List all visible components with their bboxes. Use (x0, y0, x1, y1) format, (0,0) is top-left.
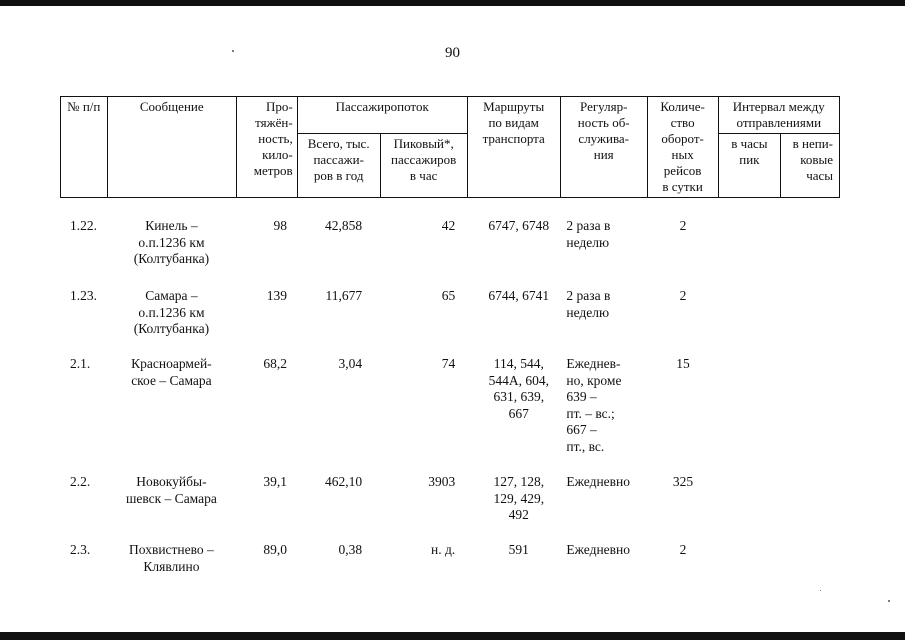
cell-length: 98 (273, 218, 288, 233)
cell-num: 2.1. (70, 356, 91, 371)
cell-flow-peak: 42 (441, 218, 456, 233)
cell-flow-peak: 65 (441, 288, 456, 303)
cell-flow-peak: 74 (441, 356, 456, 371)
cell-length: 139 (266, 288, 288, 303)
cell-interval-peak (718, 288, 781, 356)
table-body (60, 218, 840, 592)
cell-route: Новокуйбы- шевск – Самара (125, 474, 217, 506)
cell-route: Похвистнево – Клявлино (129, 542, 214, 574)
header-flow-total: Всего, тыс. пассажи- ров в год (297, 134, 380, 198)
cell-interval-offpeak (781, 288, 840, 356)
cell-count: 2 (679, 288, 687, 303)
page-number: 90 (445, 45, 460, 61)
cell-count: 325 (672, 474, 694, 489)
table-row (60, 474, 840, 542)
header-interval-peak: в часы пик (718, 134, 781, 198)
cell-length: 39,1 (263, 474, 288, 489)
cell-routes: 6747, 6748 (488, 218, 550, 233)
cell-regularity: 2 раза в неделю (566, 218, 611, 250)
table-header (60, 96, 840, 198)
cell-interval-peak (718, 356, 781, 474)
cell-flow-total: 42,858 (324, 218, 363, 233)
header-routes-by-type: Маршруты по видам транспорта (467, 97, 560, 198)
cell-interval-offpeak (781, 218, 840, 288)
cell-flow-total: 462,10 (324, 474, 363, 489)
cell-num: 1.22. (70, 218, 97, 233)
cell-flow-peak: н. д. (430, 542, 456, 557)
cell-flow-total: 11,677 (325, 288, 363, 303)
cell-count: 2 (679, 218, 687, 233)
cell-routes: 6744, 6741 (488, 288, 550, 303)
table-row (60, 542, 840, 592)
cell-flow-total: 3,04 (338, 356, 363, 371)
cell-count: 15 (676, 356, 690, 371)
cell-interval-peak (718, 542, 781, 592)
cell-flow-total: 0,38 (338, 542, 363, 557)
cell-regularity: Ежедневно (566, 474, 631, 489)
cell-regularity: Ежеднев- но, кроме 639 – пт. – вс.; 667 – пт., вс. (566, 356, 622, 454)
cell-interval-offpeak (781, 474, 840, 542)
cell-interval-offpeak (781, 356, 840, 474)
cell-route: Самара – о.п.1236 км (Колтубанка) (133, 288, 210, 336)
header-interval: Интервал между отправлениями (718, 97, 839, 134)
cell-route: Кинель – о.п.1236 км (Колтубанка) (133, 218, 210, 266)
table-row (60, 356, 840, 474)
cell-routes: 114, 544, 544А, 604, 631, 639, 667 (488, 356, 549, 421)
header-interval-offpeak: в непи- ковые часы (781, 134, 840, 198)
cell-interval-peak (718, 474, 781, 542)
table-row (60, 288, 840, 356)
cell-length: 68,2 (263, 356, 288, 371)
cell-interval-peak (718, 218, 781, 288)
cell-route: Красноармей- ское – Самара (131, 356, 212, 388)
scan-speck (888, 600, 890, 602)
cell-count: 2 (679, 542, 687, 557)
header-regularity: Регуляр- ность об- служива- ния (560, 97, 647, 198)
header-passenger-flow: Пассажиропоток (297, 97, 467, 134)
cell-regularity: Ежедневно (566, 542, 631, 557)
cell-length: 89,0 (263, 542, 288, 557)
scan-speck (232, 50, 234, 52)
header-flow-peak: Пиковый*, пассажиров в час (380, 134, 467, 198)
header-num: № п/п (61, 97, 108, 198)
header-route: Сообщение (107, 97, 236, 198)
cell-num: 1.23. (70, 288, 97, 303)
cell-num: 2.2. (70, 474, 91, 489)
header-length: Про- тяжён- ность, кило- метров (237, 97, 298, 198)
cell-flow-peak: 3903 (428, 474, 456, 489)
cell-regularity: 2 раза в неделю (566, 288, 611, 320)
table-row (60, 218, 840, 288)
header-count: Количе- ство оборот- ных рейсов в сутки (647, 97, 718, 198)
cell-routes: 127, 128, 129, 429, 492 (493, 474, 545, 522)
top-rule (0, 0, 905, 6)
cell-num: 2.3. (70, 542, 91, 557)
cell-interval-offpeak (781, 542, 840, 592)
bottom-rule (0, 632, 905, 640)
cell-routes: 591 (508, 542, 529, 557)
